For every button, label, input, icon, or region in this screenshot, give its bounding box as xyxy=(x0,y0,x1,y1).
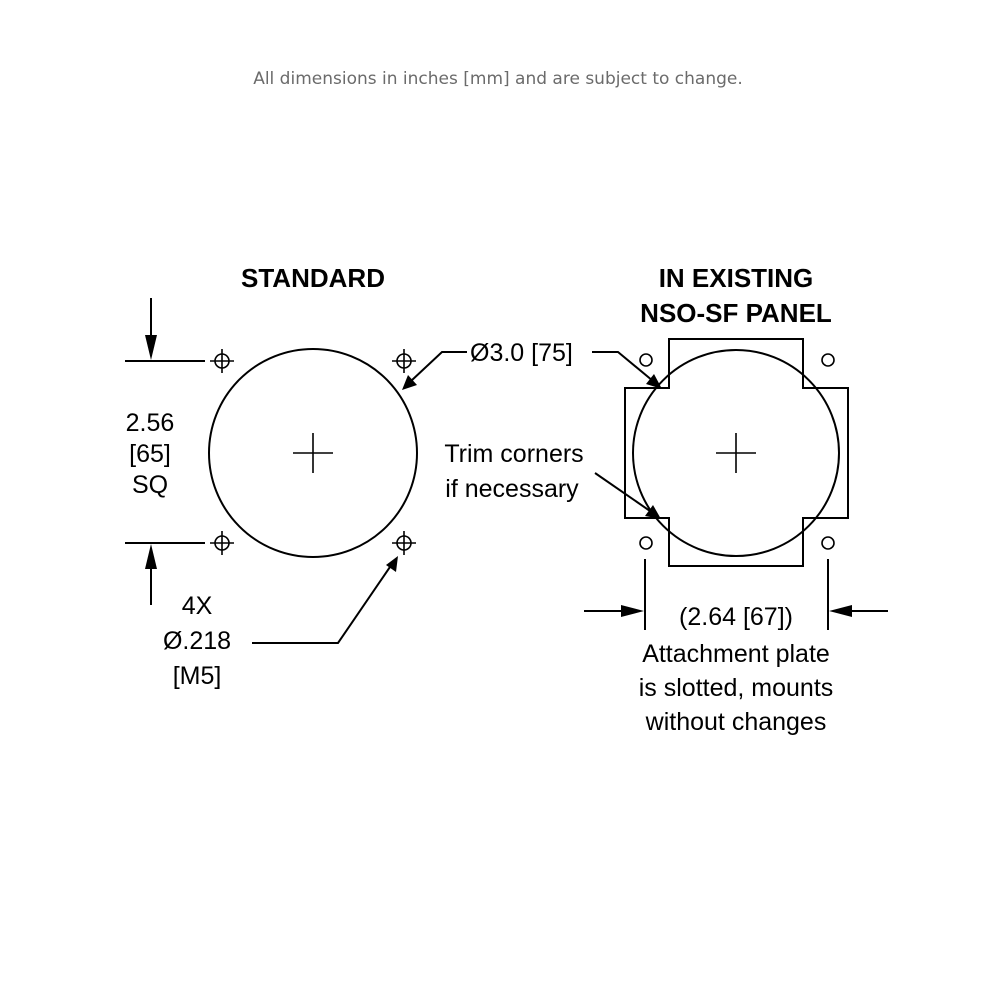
attachment-note-line1: Attachment plate xyxy=(642,640,830,668)
existing-panel-view xyxy=(444,263,888,736)
span-dimension-label: (2.64 [67]) xyxy=(679,603,793,631)
hole-qty: 4X xyxy=(181,592,213,620)
mounting-hole-bottom-right xyxy=(392,531,416,555)
hole-metric: [M5] xyxy=(172,662,222,690)
trim-note-line1: Trim corners xyxy=(444,440,584,468)
dimensions-note: All dimensions in inches [mm] and are subject to change. xyxy=(253,69,743,89)
panel-hole-bottom-left xyxy=(640,537,652,549)
panel-hole-top-left xyxy=(640,354,652,366)
attachment-note-line3: without changes xyxy=(645,708,827,736)
standard-title: STANDARD xyxy=(241,263,385,293)
square-dim-sq: SQ xyxy=(131,471,169,499)
square-dim-mm: [65] xyxy=(129,440,171,468)
mounting-hole-top-left xyxy=(210,349,234,373)
cutout-diameter-label: Ø3.0 [75] xyxy=(470,339,573,367)
standard-center-mark xyxy=(293,433,333,473)
cutout-dia-leader xyxy=(402,352,467,390)
existing-center-mark xyxy=(716,433,756,473)
hole-diameter: Ø.218 xyxy=(162,627,232,655)
attachment-note-line2: is slotted, mounts xyxy=(638,674,834,702)
existing-title-line2: NSO-SF PANEL xyxy=(640,298,832,328)
trim-corner-leader-bottom xyxy=(595,473,661,519)
mounting-hole-top-right xyxy=(392,349,416,373)
hole-callout-leader xyxy=(252,556,398,643)
trim-note-line2: if necessary xyxy=(445,475,579,503)
panel-hole-top-right xyxy=(822,354,834,366)
existing-title-line1: IN EXISTING xyxy=(658,263,814,293)
square-dim-inch: 2.56 xyxy=(125,409,175,437)
panel-hole-bottom-right xyxy=(822,537,834,549)
mounting-hole-bottom-left xyxy=(210,531,234,555)
